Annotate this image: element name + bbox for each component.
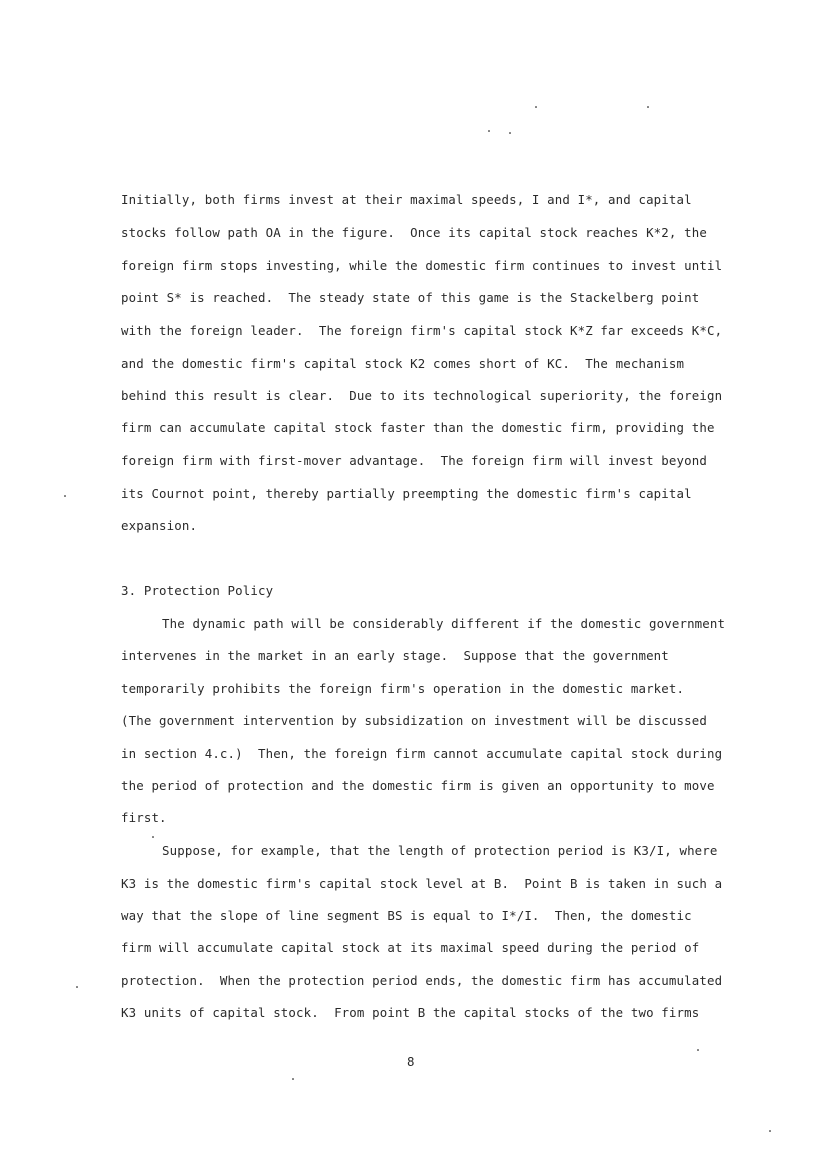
text-line: foreign firm with first-mover advantage. The foreign firm will invest beyond bbox=[121, 453, 707, 468]
scan-speck bbox=[488, 130, 490, 132]
scan-speck bbox=[769, 1130, 771, 1132]
scan-speck bbox=[152, 836, 154, 838]
text-line: point S* is reached. The steady state of this game is the Stackelberg point bbox=[121, 290, 700, 305]
text-line: Initially, both firms invest at their maximal speeds, I and I*, and capital bbox=[121, 192, 692, 207]
text-line: (The government intervention by subsidization on investment will be discussed bbox=[121, 713, 707, 728]
text-line: K3 units of capital stock. From point B the capital stocks of the two firms bbox=[121, 1005, 700, 1020]
text-line: temporarily prohibits the foreign firm's operation in the domestic market. bbox=[121, 681, 685, 696]
text-line: and the domestic firm's capital stock K2 comes short of KC. The mechanism bbox=[121, 356, 685, 371]
text-line: first. bbox=[121, 810, 167, 825]
page-number: 8 bbox=[407, 1054, 415, 1069]
text-line: way that the slope of line segment BS is equal to I*/I. Then, the domestic bbox=[121, 908, 692, 923]
scan-speck bbox=[292, 1078, 294, 1080]
scan-speck bbox=[64, 495, 66, 497]
text-line: Suppose, for example, that the length of protection period is K3/I, where bbox=[162, 843, 718, 858]
scan-speck bbox=[76, 986, 78, 988]
text-line: in section 4.c.) Then, the foreign firm cannot accumulate capital stock during bbox=[121, 746, 723, 761]
section-heading: 3. Protection Policy bbox=[121, 583, 274, 598]
scan-speck bbox=[535, 106, 537, 108]
text-line: stocks follow path OA in the figure. Once its capital stock reaches K*2, the bbox=[121, 225, 707, 240]
text-line: foreign firm stops investing, while the domestic firm continues to invest until bbox=[121, 258, 723, 273]
scan-speck bbox=[509, 132, 511, 134]
text-line: expansion. bbox=[121, 518, 198, 533]
text-line: The dynamic path will be considerably different if the domestic government bbox=[162, 616, 726, 631]
text-line: intervenes in the market in an early stage. Suppose that the government bbox=[121, 648, 669, 663]
text-line: its Cournot point, thereby partially preempting the domestic firm's capital bbox=[121, 486, 692, 501]
text-line: behind this result is clear. Due to its technological superiority, the foreign bbox=[121, 388, 723, 403]
scan-speck bbox=[697, 1049, 699, 1051]
text-line: the period of protection and the domestic firm is given an opportunity to move bbox=[121, 778, 715, 793]
text-line: firm can accumulate capital stock faster than the domestic firm, providing the bbox=[121, 420, 715, 435]
text-line: with the foreign leader. The foreign firm's capital stock K*Z far exceeds K*C, bbox=[121, 323, 723, 338]
text-line: K3 is the domestic firm's capital stock level at B. Point B is taken in such a bbox=[121, 876, 723, 891]
text-line: firm will accumulate capital stock at its maximal speed during the period of bbox=[121, 940, 700, 955]
scan-speck bbox=[647, 106, 649, 108]
text-line: protection. When the protection period ends, the domestic firm has accumulated bbox=[121, 973, 723, 988]
